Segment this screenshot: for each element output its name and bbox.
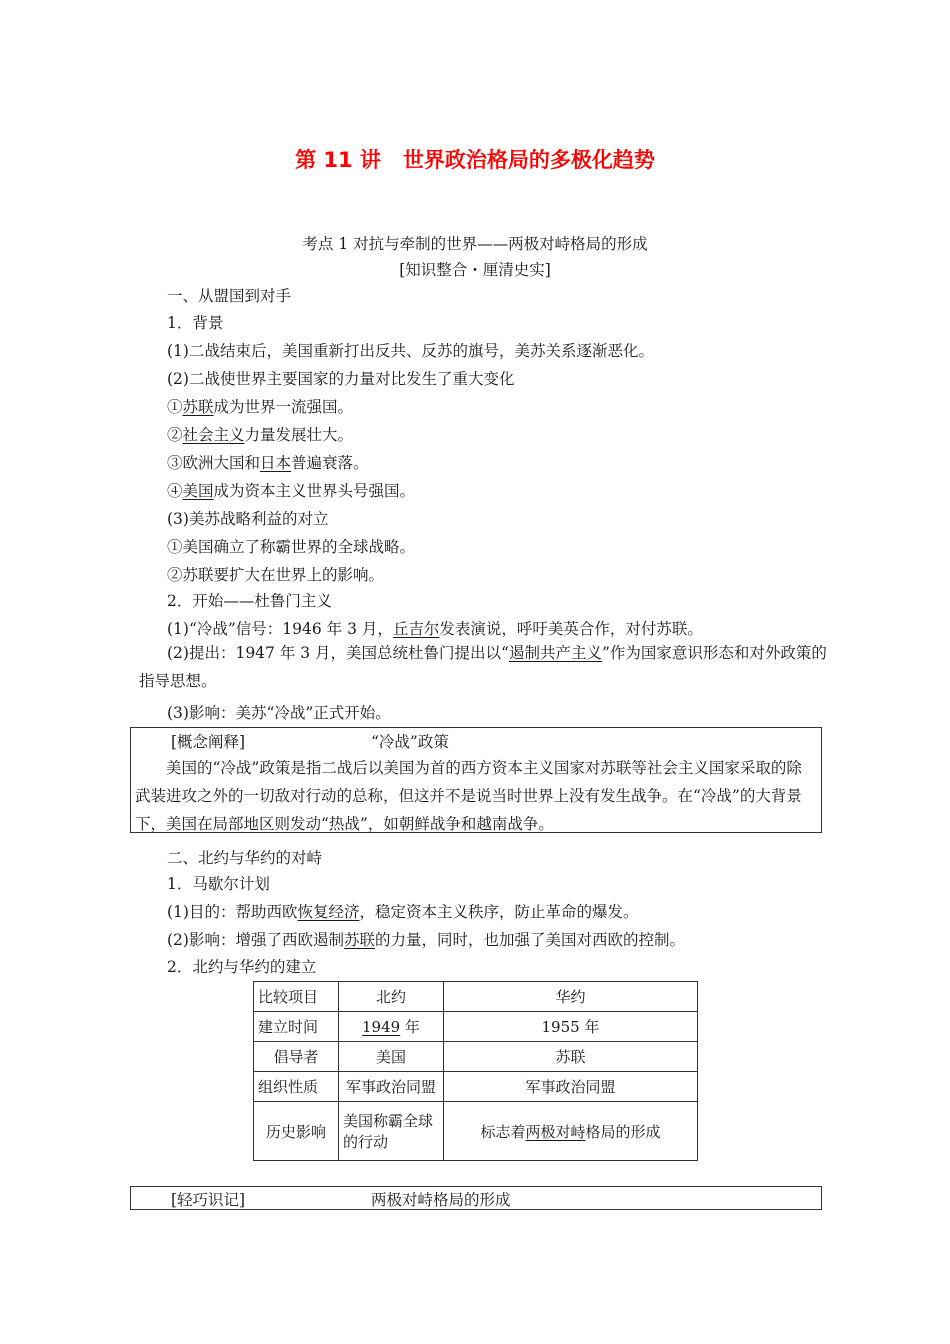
table-cell: 历史影响 — [254, 1102, 339, 1161]
page-title — [0, 144, 950, 174]
table-header: 比较项目 — [254, 982, 339, 1012]
tip-box-header — [171, 1188, 511, 1210]
alliance-heading: 2．北约与华约的建立 — [167, 958, 317, 976]
blank-answer: 两极对峙 — [525, 1122, 586, 1141]
change-item-1: ①苏联成为世界一流强国。 — [167, 398, 354, 416]
concept-body: 美国的“冷战”政策是指二战后以美国为首的西方资本主义国家对苏联等社会主义国家采取的除武装进攻之外的一切敌对行动的总称，但这并不是说当时世界上没有发生战争。在“冷战”的大背景下，美国在局部地区则发动“热战”，如朝鲜战争和越南战争。 — [135, 759, 802, 833]
blank-answer: 苏联 — [182, 398, 214, 416]
background-item-2: (2)二战使世界主要国家的力量对比发生了重大变化 — [167, 370, 515, 388]
part2-heading: 二、北约与华约的对峙 — [167, 849, 323, 867]
table-cell: 美国称霸全球的行动 — [339, 1102, 444, 1161]
table-cell: 倡导者 — [254, 1042, 339, 1072]
comparison-table — [253, 981, 698, 1161]
concept-box — [130, 727, 822, 833]
change-item-3: ③欧洲大国和日本普遍衰落。 — [167, 454, 369, 472]
section-subheading: [知识整合・厘清史实] — [399, 261, 551, 279]
table-cell: 苏联 — [444, 1042, 698, 1072]
start-item-1: (1)“冷战”信号：1946 年 3 月，丘吉尔发表演说，呼吁美英合作，对付苏联。 — [167, 620, 703, 638]
blank-answer: 遏制共产主义 — [508, 644, 602, 662]
background-heading: 1．背景 — [167, 314, 224, 332]
table-cell: 标志着两极对峙格局的形成 — [444, 1102, 698, 1161]
change-item-2: ②社会主义力量发展壮大。 — [167, 426, 354, 444]
table-header: 北约 — [339, 982, 444, 1012]
table-row — [254, 1102, 698, 1161]
blank-answer: 苏联 — [343, 931, 375, 949]
background-item-3: (3)美苏战略利益的对立 — [167, 510, 329, 528]
table-cell: 建立时间 — [254, 1012, 339, 1042]
concept-label: [概念阐释] — [171, 733, 246, 751]
tip-label: [轻巧识记] — [171, 1191, 246, 1209]
opposition-item-2: ②苏联要扩大在世界上的影响。 — [167, 566, 385, 584]
table-cell: 军事政治同盟 — [444, 1072, 698, 1102]
marshall-item-2: (2)影响：增强了西欧遏制苏联的力量，同时，也加强了美国对西欧的控制。 — [167, 931, 685, 949]
start-heading: 2．开始——杜鲁门主义 — [167, 592, 332, 610]
table-header: 华约 — [444, 982, 698, 1012]
lecture-title: 世界政治格局的多极化趋势 — [402, 148, 655, 172]
start-item-3: (3)影响：美苏“冷战”正式开始。 — [167, 704, 391, 722]
concept-term: “冷战”政策 — [371, 733, 449, 751]
background-item-1: (1)二战结束后，美国重新打出反共、反苏的旗号，美苏关系逐渐恶化。 — [167, 342, 654, 360]
start-item-2: (2)提出：1947 年 3 月，美国总统杜鲁门提出以“遏制共产主义”作为国家意识形态和对外政策的指导思想。 — [139, 644, 827, 690]
table-cell: 美国 — [339, 1042, 444, 1072]
concept-box-header — [171, 730, 449, 752]
blank-answer: 丘吉尔 — [392, 620, 440, 638]
opposition-item-1: ①美国确立了称霸世界的全球战略。 — [167, 538, 416, 556]
change-item-4: ④美国成为资本主义世界头号强国。 — [167, 482, 416, 500]
table-cell: 1955 年 — [444, 1012, 698, 1042]
table-cell: 组织性质 — [254, 1072, 339, 1102]
blank-answer: 1949 — [362, 1018, 401, 1036]
tip-box — [130, 1186, 822, 1210]
marshall-heading: 1．马歇尔计划 — [167, 875, 270, 893]
marshall-item-1: (1)目的：帮助西欧恢复经济，稳定资本主义秩序，防止革命的爆发。 — [167, 903, 639, 921]
table-cell: 军事政治同盟 — [339, 1072, 444, 1102]
section-heading: 考点 1 对抗与牵制的世界——两极对峙格局的形成 — [302, 235, 648, 253]
blank-answer: 日本 — [260, 454, 292, 472]
tip-term: 两极对峙格局的形成 — [371, 1191, 511, 1209]
blank-answer: 美国 — [182, 482, 214, 500]
table-header-row — [254, 982, 698, 1012]
table-row — [254, 1072, 698, 1102]
lecture-number: 第 11 讲 — [295, 148, 381, 172]
blank-answer: 社会主义 — [182, 426, 245, 444]
blank-answer: 恢复经济 — [297, 903, 360, 921]
part1-heading: 一、从盟国到对手 — [167, 287, 292, 305]
table-row — [254, 1012, 698, 1042]
table-cell: 1949 年 — [339, 1012, 444, 1042]
table-row — [254, 1042, 698, 1072]
